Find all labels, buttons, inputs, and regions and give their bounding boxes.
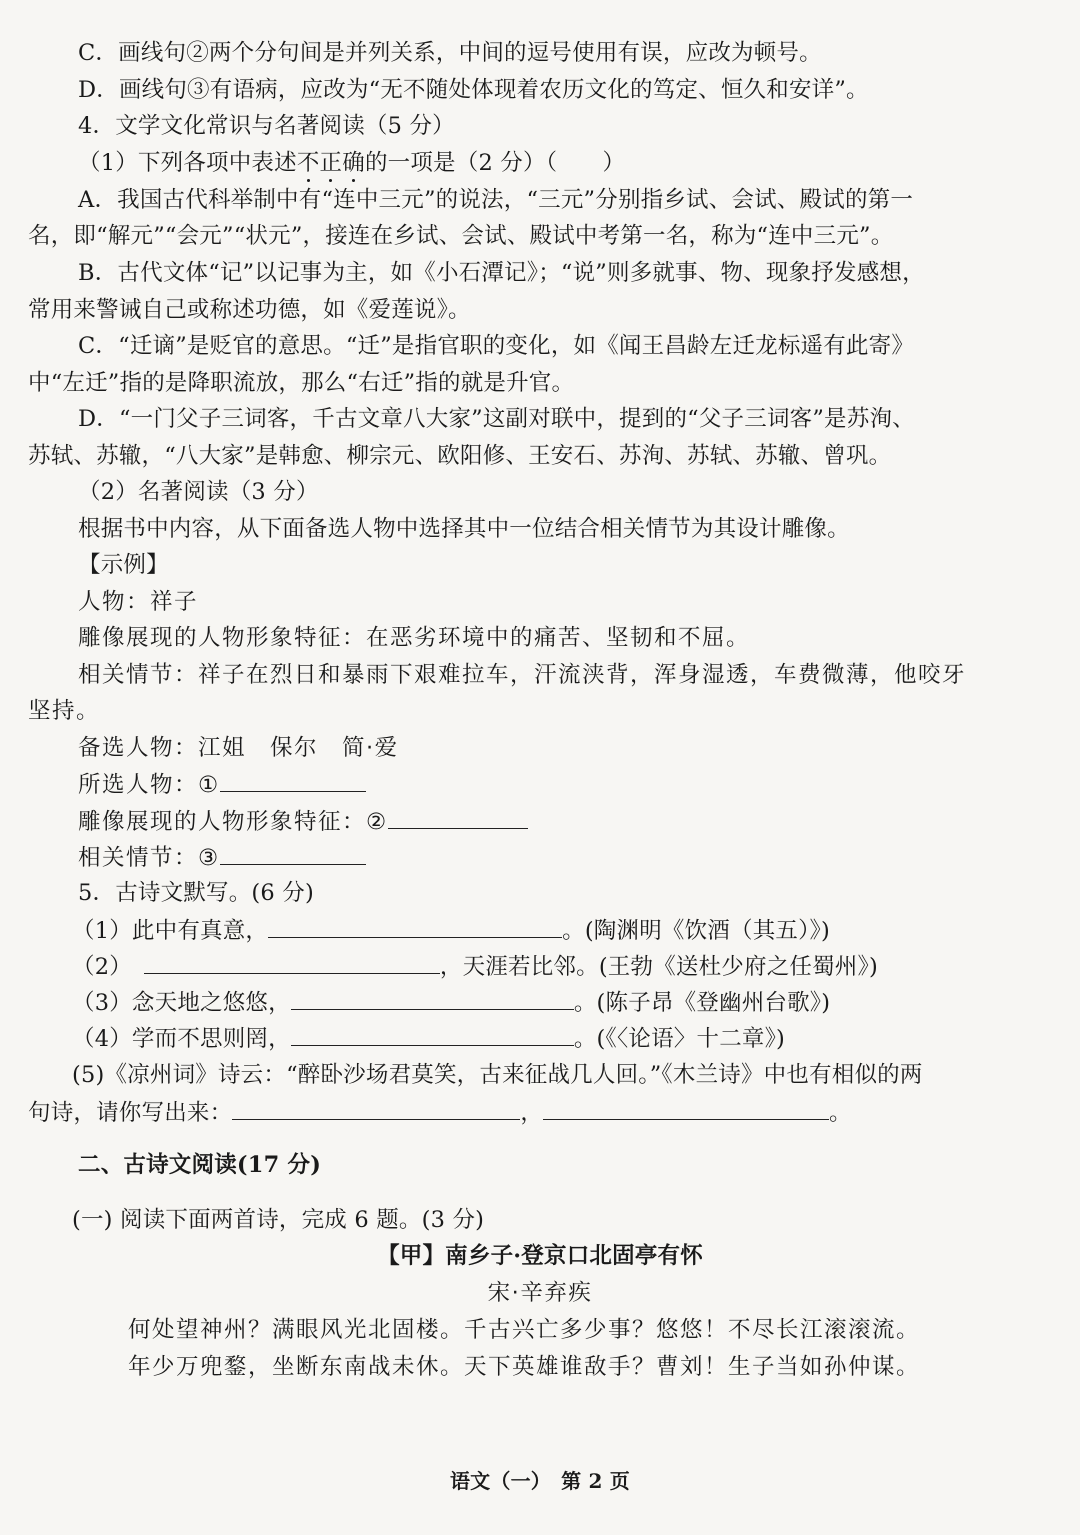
subquestion-1-prompt <box>78 148 625 178</box>
subquestion-2-heading: （2）名著阅读（3 分） <box>78 479 319 505</box>
trait-row <box>78 806 528 837</box>
example-plot-line2: 坚持。 <box>28 698 101 724</box>
emphasis-char: 不 <box>296 150 320 176</box>
recitation-blank-2[interactable] <box>144 951 440 974</box>
prompt-text-after: 的一项是（2 分）（ ） <box>364 150 626 176</box>
answer-blank-3[interactable] <box>220 842 366 865</box>
page-footer: 语文（一） 第 2 页 <box>449 1469 631 1493</box>
section-2-heading: 二、古诗文阅读(17 分) <box>78 1152 322 1178</box>
recitation-5-period: 。 <box>829 1100 852 1126</box>
part-1-instruction: (一) 阅读下面两首诗，完成 6 题。(3 分) <box>72 1207 485 1233</box>
recitation-5-comma: ， <box>520 1100 544 1126</box>
option-c2-line1: C．“迁谪”是贬官的意思。“迁”是指官职的变化，如《闻王昌龄左迁龙标遥有此寄》 <box>78 333 915 359</box>
option-c2-line2: 中“左迁”指的是降职流放，那么“右迁”指的就是升官。 <box>28 370 575 396</box>
question-4-heading: 4．文学文化常识与名著阅读（5 分） <box>78 113 455 139</box>
recitation-blank-3[interactable] <box>291 987 574 1010</box>
plot-label: 相关情节：③ <box>78 845 220 871</box>
recitation-1-text: （1）此中有真意， <box>72 918 269 944</box>
poem-line-2: 年少万兜鍪，坐断东南战未休。天下英雄谁敌手？曹刘！生子当如孙仲谋。 <box>128 1354 921 1380</box>
option-b-line1: B．古代文体“记”以记事为主，如《小石潭记》；“说”则多就事、物、现象抒发感想， <box>78 260 925 286</box>
recitation-blank-1[interactable] <box>268 915 562 938</box>
recitation-5-line2 <box>28 1097 852 1128</box>
plot-row <box>78 842 366 873</box>
option-d2-line2: 苏轼、苏辙，“八大家”是韩愈、柳宗元、欧阳修、王安石、苏洵、苏轼、苏辙、曾巩。 <box>28 443 892 469</box>
answer-blank-1[interactable] <box>220 769 366 792</box>
emphasis-char: 正 <box>319 150 343 176</box>
prompt-text-before: （1）下列各项中表述 <box>78 150 297 176</box>
option-a-line2: 名，即“解元”“会元”“状元”，接连在乡试、会试、殿试中考第一名，称为“连中三元”。 <box>28 223 894 249</box>
option-d-line: D．画线句③有语病，应改为“无不随处体现着农历文化的笃定、恒久和安详”。 <box>78 77 869 103</box>
recitation-blank-4[interactable] <box>291 1023 574 1046</box>
trait-label: 雕像展现的人物形象特征：② <box>78 809 388 835</box>
option-d2-line1: D．“一门父子三词客，千古文章八大家”这副对联中，提到的“父子三词客”是苏洵、 <box>78 406 915 432</box>
recitation-4 <box>72 1023 785 1054</box>
example-character: 人物：祥子 <box>78 589 199 615</box>
example-plot-line1: 相关情节：祥子在烈日和暴雨下艰难拉车，汗流浃背，浑身湿透，车费微薄，他咬牙 <box>78 662 967 688</box>
recitation-5-prompt: 句诗，请你写出来： <box>28 1100 233 1126</box>
recitation-4-text: （4）学而不思则罔， <box>72 1026 291 1052</box>
recitation-5-line1: (5)《凉州词》诗云：“醉卧沙场君莫笑，古来征战几人回。”《木兰诗》中也有相似的两 <box>72 1062 923 1088</box>
candidate-characters: 备选人物：江姐 保尔 简·爱 <box>78 735 399 761</box>
example-trait: 雕像展现的人物形象特征：在恶劣环境中的痛苦、坚韧和不屈。 <box>78 625 751 651</box>
chosen-character-label: 所选人物：① <box>78 772 220 798</box>
recitation-1-source: 。(陶渊明《饮酒（其五）》) <box>562 918 830 944</box>
option-b-line2: 常用来警诫自己或称述功德，如《爱莲说》。 <box>28 297 471 323</box>
recitation-2 <box>72 951 878 982</box>
poem-line-1: 何处望神州？满眼风光北固楼。千古兴亡多少事？悠悠！不尽长江滚滚流。 <box>128 1317 921 1343</box>
chosen-character-row <box>78 769 366 800</box>
recitation-1 <box>72 915 830 946</box>
option-c-line: C．画线句②两个分句间是并列关系，中间的逗号使用有误，应改为顿号。 <box>78 40 822 66</box>
option-a-line1: A．我国古代科举制中有“连中三元”的说法，“三元”分别指乡试、会试、殿试的第一 <box>78 187 914 213</box>
recitation-3 <box>72 987 830 1018</box>
poem-title: 【甲】南乡子·登京口北固亭有怀 <box>377 1243 703 1269</box>
recitation-2-number: （2） <box>72 954 132 980</box>
recitation-4-source: 。(《〈论语〉十二章》) <box>573 1026 786 1052</box>
question-5-heading: 5．古诗文默写。(6 分) <box>78 880 314 906</box>
poem-author: 宋·辛弃疾 <box>487 1280 593 1306</box>
answer-blank-2[interactable] <box>388 806 528 829</box>
recitation-3-text: （3）念天地之悠悠， <box>72 990 291 1016</box>
example-label: 【示例】 <box>78 552 169 578</box>
instruction-line: 根据书中内容，从下面备选人物中选择其中一位结合相关情节为其设计雕像。 <box>78 516 850 542</box>
recitation-blank-5b[interactable] <box>543 1097 829 1120</box>
recitation-blank-5a[interactable] <box>232 1097 520 1120</box>
emphasis-char: 确 <box>342 150 365 176</box>
recitation-2-source: ，天涯若比邻。(王勃《送杜少府之任蜀州》) <box>439 954 878 980</box>
recitation-3-source: 。(陈子昂《登幽州台歌》) <box>573 990 831 1016</box>
